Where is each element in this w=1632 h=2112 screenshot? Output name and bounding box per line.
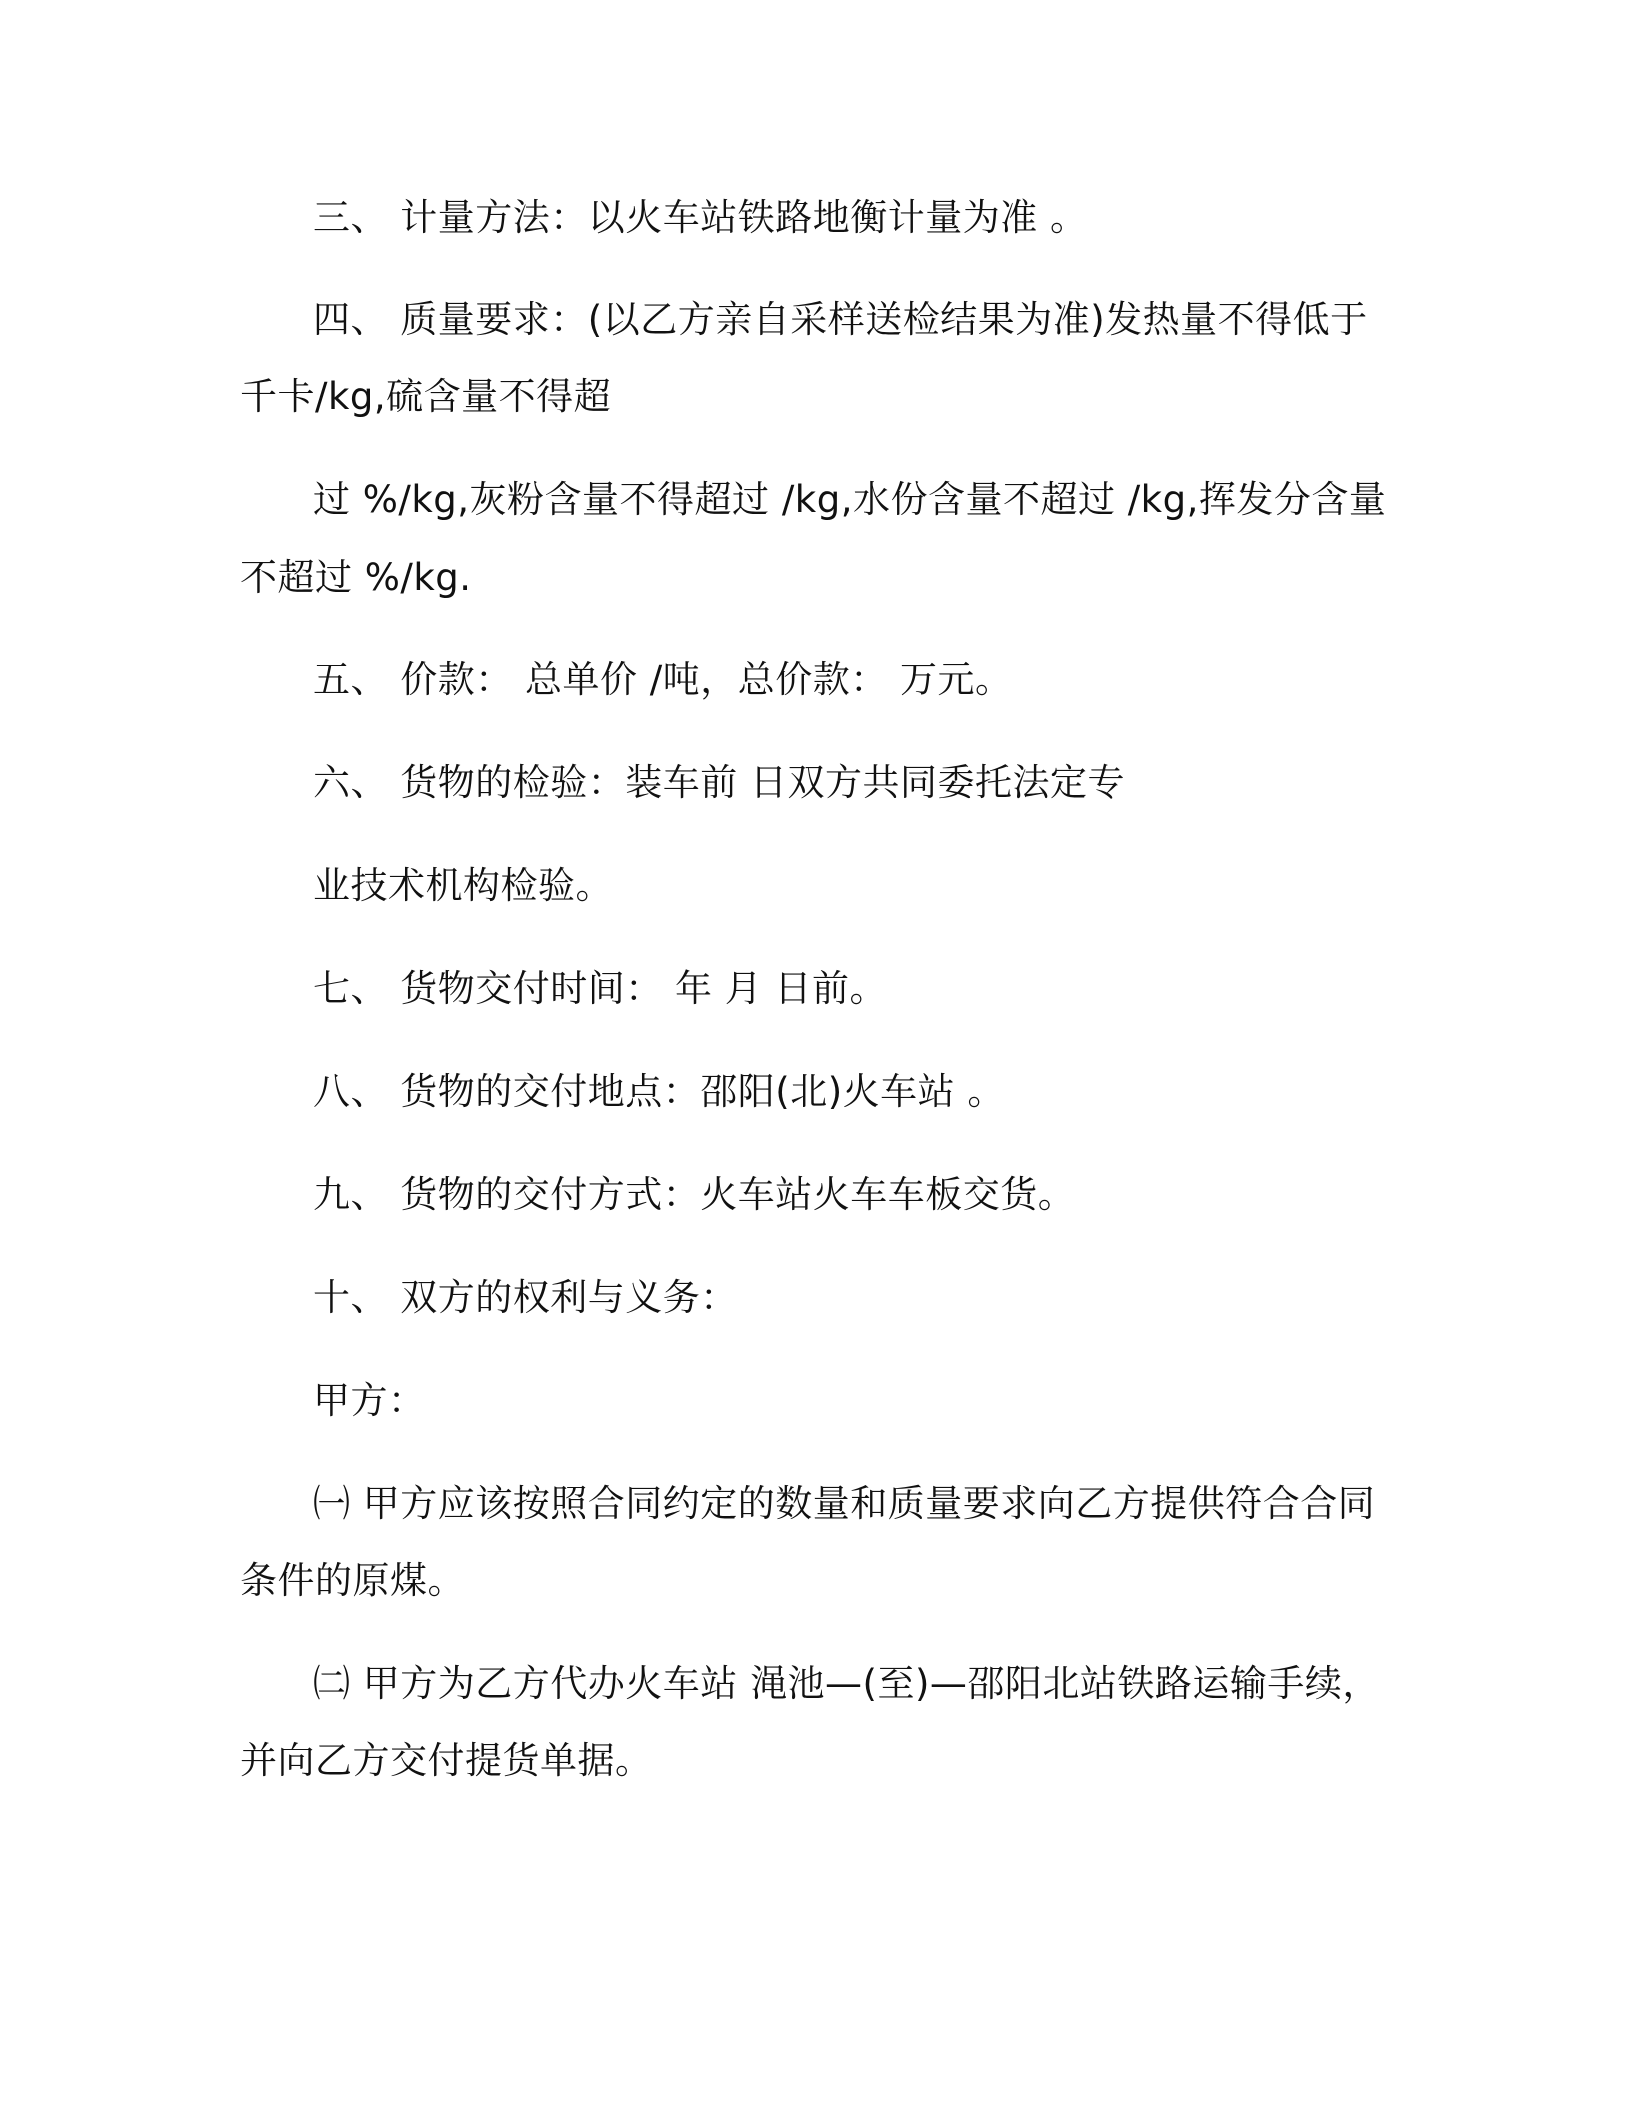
- clause-5-price: 五、 价款： 总单价 /吨，总价款： 万元。: [313, 658, 1013, 701]
- clause-4-quality-line-2: 千卡/kg,硫含量不得超: [240, 375, 612, 418]
- clause-10-rights-heading: 十、 双方的权利与义务：: [313, 1276, 738, 1319]
- clause-4-quality-line-1: 四、 质量要求：(以乙方亲自采样送检结果为准)发热量不得低于: [313, 298, 1368, 341]
- party-a-heading: 甲方：: [313, 1379, 426, 1422]
- party-a-item-1-line-2: 条件的原煤。: [240, 1559, 465, 1602]
- clause-7-delivery-time: 七、 货物交付时间： 年 月 日前。: [313, 967, 888, 1010]
- clause-8-delivery-place: 八、 货物的交付地点：邵阳(北)火车站 。: [313, 1070, 1005, 1113]
- party-a-item-2-line-2: 并向乙方交付提货单据。: [240, 1739, 653, 1782]
- clause-9-delivery-method: 九、 货物的交付方式：火车站火车车板交货。: [313, 1173, 1076, 1216]
- clause-6-inspection-line-2: 业技术机构检验。: [313, 864, 613, 907]
- clause-3-measurement: 三、 计量方法：以火车站铁路地衡计量为准 。: [313, 196, 1088, 239]
- party-a-item-1-line-1: ㈠ 甲方应该按照合同约定的数量和质量要求向乙方提供符合合同: [313, 1482, 1376, 1525]
- clause-4-quality-line-4: 不超过 %/kg.: [240, 556, 472, 599]
- party-a-item-2-line-1: ㈡ 甲方为乙方代办火车站 渑池—(至)—邵阳北站铁路运输手续，: [313, 1662, 1380, 1705]
- clause-6-inspection-line-1: 六、 货物的检验：装车前 日双方共同委托法定专: [313, 761, 1126, 804]
- clause-4-quality-line-3: 过 %/kg,灰粉含量不得超过 /kg,水份含量不超过 /kg,挥发分含量: [313, 478, 1387, 521]
